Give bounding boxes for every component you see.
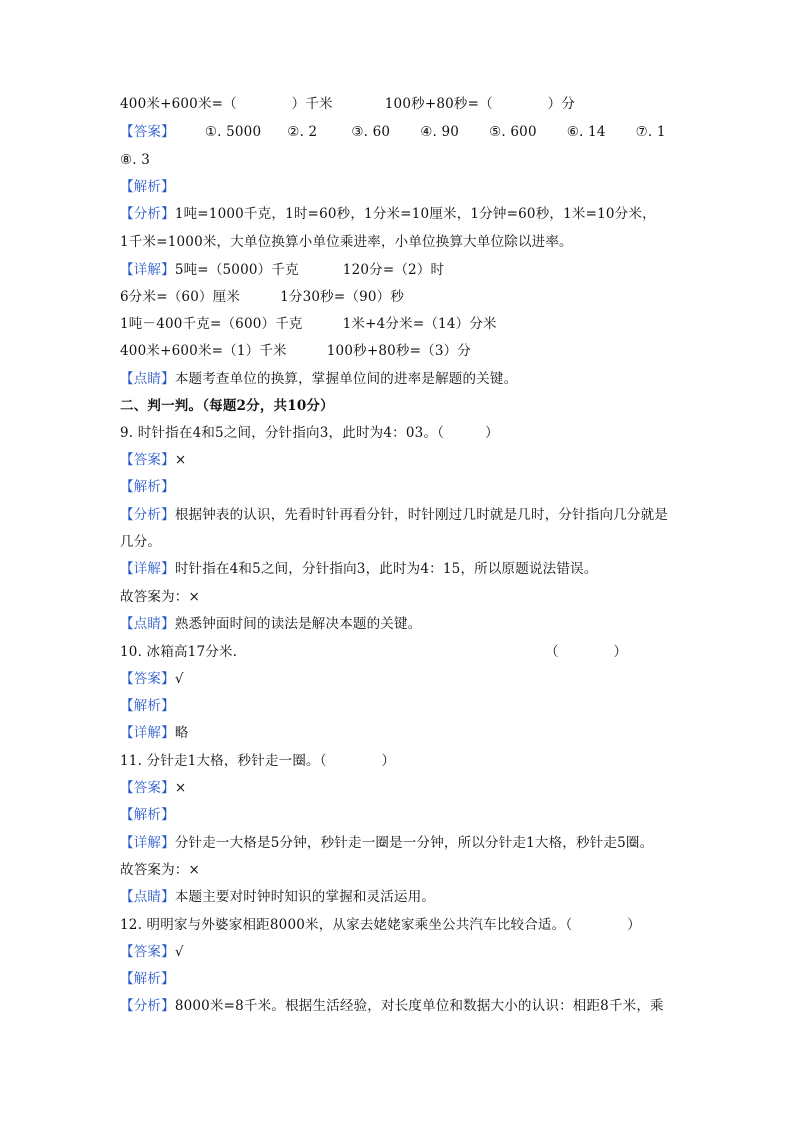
answer-label: 【答案】 xyxy=(120,671,175,687)
remark-text: 熟悉钟面时间的读法是解决本题的关键。 xyxy=(174,616,422,632)
q11-detail-line xyxy=(120,835,653,851)
analysis-text: 8000米=8千米。根据生活经验，对长度单位和数据大小的认识：相距8千米，乘 xyxy=(174,998,664,1014)
answer-label: 【答案】 xyxy=(120,452,175,468)
detail-text: 分针走一大格是5分钟，秒针走一圈是一分钟，所以分针走1大格，秒针走5圈。 xyxy=(174,835,654,851)
q9-stem: 9. 时针指在4和5之间，分针指向3，此时为4：03。（ ） xyxy=(120,425,499,441)
q8-fenxi-line1 xyxy=(120,206,656,222)
q8-right-part: 100秒+80秒=（ ）分 xyxy=(384,96,576,112)
q8-answer-continued xyxy=(120,152,150,168)
q12-fenxi-line xyxy=(120,998,664,1014)
remark-label: 【点睛】 xyxy=(120,616,175,632)
detail-text: 100秒+80秒=（3）分 xyxy=(326,343,472,359)
remark-label: 【点睛】 xyxy=(120,889,175,905)
q12-jiexi-label: 【解析】 xyxy=(120,971,175,987)
analysis-text: 1吨=1000千克，1时=60秒，1分米=10厘米，1分钟=60秒，1米=10分米， xyxy=(174,206,656,222)
q8-left-part: 400米+600米=（ ）千米 xyxy=(120,96,333,112)
detail-label: 【详解】 xyxy=(120,725,175,741)
detail-text: 5吨=（5000）千克 xyxy=(174,262,299,278)
answer-label: 【答案】 xyxy=(120,944,175,960)
answer-item: ⑦. 1 xyxy=(635,124,666,140)
q10-stem-line xyxy=(120,644,237,660)
q9-final-answer: 故答案为：× xyxy=(120,589,201,605)
q11-jiexi-label: 【解析】 xyxy=(120,807,175,823)
detail-text: 120分=（2）时 xyxy=(342,262,445,278)
remark-text: 本题考查单位的换算，掌握单位间的进率是解题的关键。 xyxy=(174,371,518,387)
detail-text: 400米+600米=（1）千米 xyxy=(120,343,287,359)
q11-dianjing-line xyxy=(120,889,435,905)
q8-jiexi-label: 【解析】 xyxy=(120,179,175,195)
answer-value: × xyxy=(174,780,187,796)
q8-answer-line xyxy=(120,124,666,140)
answer-value: × xyxy=(174,452,187,468)
q12-answer-line xyxy=(120,944,184,960)
answer-value: √ xyxy=(174,671,184,687)
q8-detail-row3 xyxy=(120,316,497,332)
detail-text: 时针指在4和5之间，分针指向3，此时为4：15，所以原题说法错误。 xyxy=(174,561,598,577)
detail-label: 【详解】 xyxy=(120,262,175,278)
detail-text: 略 xyxy=(174,725,189,741)
answer-item: ②. 2 xyxy=(287,124,318,140)
q9-answer-line xyxy=(120,452,186,468)
q11-stem: 11. 分针走1大格，秒针走一圈。（ ） xyxy=(120,753,396,769)
answer-item: ⑥. 14 xyxy=(566,124,606,140)
q12-stem: 12. 明明家与外婆家相距8000米，从家去姥姥家乘坐公共汽车比较合适。（ ） xyxy=(120,917,641,933)
answer-value: √ xyxy=(174,944,184,960)
answer-item: ⑤. 600 xyxy=(489,124,537,140)
q11-final-answer: 故答案为：× xyxy=(120,862,201,878)
q10-stem: 10. 冰箱高17分米. xyxy=(120,644,238,660)
q8-detail-row4 xyxy=(120,343,471,359)
q8-detail-row2 xyxy=(120,289,404,305)
analysis-label: 【分析】 xyxy=(120,206,175,222)
detail-label: 【详解】 xyxy=(120,561,175,577)
detail-label: 【详解】 xyxy=(120,835,175,851)
q10-jiexi-label: 【解析】 xyxy=(120,698,175,714)
detail-text: 1米+4分米=（14）分米 xyxy=(342,316,497,332)
section-title: 二、判一判。（每题2分，共10分） xyxy=(120,398,334,414)
remark-label: 【点睛】 xyxy=(120,371,175,387)
answer-label: 【答案】 xyxy=(120,124,175,140)
q10-answer-blank: （ ） xyxy=(545,644,628,660)
detail-text: 1吨－400千克=（600）千克 xyxy=(120,316,303,332)
answer-label: 【答案】 xyxy=(120,780,175,796)
q8-dianjing-line xyxy=(120,371,517,387)
q8-fenxi-line2: 1千米=1000米，大单位换算小单位乘进率，小单位换算大单位除以进率。 xyxy=(120,234,573,250)
analysis-text: 根据钟表的认识，先看时针再看分针，时针刚过几时就是几时，分针指向几分就是 xyxy=(174,507,669,523)
q9-detail-line xyxy=(120,561,597,577)
q10-answer-line xyxy=(120,671,184,687)
q9-jiexi-label: 【解析】 xyxy=(120,479,175,495)
q8-detail-row1 xyxy=(120,262,444,278)
answer-item: ④. 90 xyxy=(420,124,460,140)
answer-item: ①. 5000 xyxy=(204,124,262,140)
answer-item: ③. 60 xyxy=(351,124,391,140)
q10-detail-line xyxy=(120,725,189,741)
remark-text: 本题主要对时钟时知识的掌握和灵活运用。 xyxy=(174,889,436,905)
q11-answer-line xyxy=(120,780,186,796)
q9-fenxi-line2: 几分。 xyxy=(120,534,162,550)
q9-fenxi-line1 xyxy=(120,507,668,523)
analysis-label: 【分析】 xyxy=(120,507,175,523)
analysis-label: 【分析】 xyxy=(120,998,175,1014)
detail-text: 6分米=（60）厘米 xyxy=(120,289,241,305)
q9-dianjing-line xyxy=(120,616,421,632)
answer-item: ⑧. 3 xyxy=(120,152,151,168)
q8-question-line xyxy=(120,96,575,112)
detail-text: 1分30秒=（90）秒 xyxy=(280,289,405,305)
